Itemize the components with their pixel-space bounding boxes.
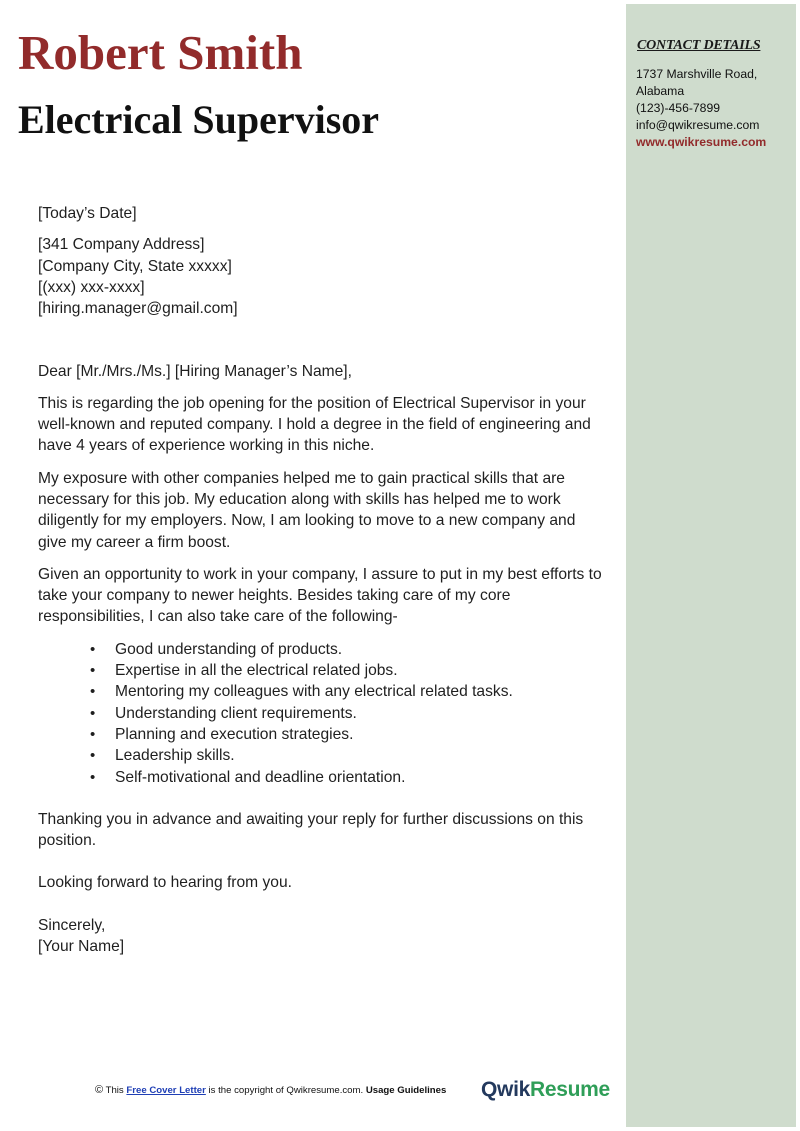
contact-address-line1: 1737 Marshville Road, bbox=[636, 67, 758, 81]
footer-copyright-text: is the copyright of Qwikresume.com. bbox=[208, 1085, 364, 1096]
list-item: • Self-motivational and deadline orientation. bbox=[38, 767, 608, 788]
contact-phone: (123)-456-7899 bbox=[636, 101, 721, 115]
contact-website[interactable]: www.qwikresume.com bbox=[636, 135, 767, 149]
recipient-block bbox=[38, 234, 608, 319]
paragraph: This is regarding the job opening for the position of Electrical Supervisor in your well-known and reputed company. I hold a degree in the field of engineering and have 4 years of experience working in this niche. bbox=[38, 394, 591, 455]
logo-part-resume: Resume bbox=[529, 1078, 610, 1101]
contact-address-line2: Alabama bbox=[636, 84, 685, 98]
contact-email[interactable]: info@qwikresume.com bbox=[636, 118, 760, 132]
list-item: • Good understanding of products. bbox=[38, 639, 608, 660]
list-item: • Leadership skills. bbox=[38, 745, 608, 766]
signature: [Your Name] bbox=[38, 938, 125, 956]
closing-paragraph: Thanking you in advance and awaiting your reply for further discussions on this position. bbox=[38, 810, 584, 850]
paragraph: Given an opportunity to work in your company, I assure to put in my best efforts to take your company to newer heights. Besides taking care of my core responsibilities, I can also take care of the following- bbox=[38, 565, 602, 626]
copyright-icon: © bbox=[95, 1084, 104, 1096]
recipient-line: [(xxx) xxx-xxxx] bbox=[38, 278, 145, 296]
paragraph: My exposure with other companies helped me to gain practical skills that are necessary for this job. My education along with skills has helped me to work diligently for my employers. Now, I am looking to move to a new company and give my career a firm boost. bbox=[38, 469, 576, 551]
letter-date: [Today’s Date] bbox=[38, 205, 137, 222]
letter-body bbox=[38, 203, 608, 957]
looking-forward: Looking forward to hearing from you. bbox=[38, 874, 292, 892]
responsibility-list bbox=[38, 639, 608, 788]
logo-part-qwik: Qwik bbox=[481, 1078, 530, 1101]
list-item: • Understanding client requirements. bbox=[38, 703, 608, 724]
recipient-line: [hiring.manager@gmail.com] bbox=[38, 300, 238, 318]
list-item: • Planning and execution strategies. bbox=[38, 724, 608, 745]
contact-details-heading: CONTACT DETAILS bbox=[637, 38, 761, 53]
recipient-line: [Company City, State xxxxx] bbox=[38, 257, 232, 275]
copyright-footer bbox=[95, 1084, 446, 1096]
salutation: Dear [Mr./Mrs./Ms.] [Hiring Manager’s Name], bbox=[38, 363, 352, 381]
list-item: • Mentoring my colleagues with any electrical related tasks. bbox=[38, 681, 608, 702]
applicant-name: Robert Smith bbox=[18, 25, 303, 80]
contact-sidebar bbox=[626, 4, 796, 1127]
job-title: Electrical Supervisor bbox=[18, 97, 380, 142]
sign-off: Sincerely, bbox=[38, 916, 106, 934]
qwikresume-logo[interactable] bbox=[481, 1078, 610, 1102]
free-cover-letter-link[interactable]: Free Cover Letter bbox=[126, 1085, 206, 1096]
usage-guidelines-link[interactable]: Usage Guidelines bbox=[365, 1085, 447, 1096]
recipient-line: [341 Company Address] bbox=[38, 236, 205, 254]
footer-this: This bbox=[105, 1085, 124, 1096]
list-item: • Expertise in all the electrical related jobs. bbox=[38, 660, 608, 681]
contact-lines bbox=[636, 66, 792, 151]
